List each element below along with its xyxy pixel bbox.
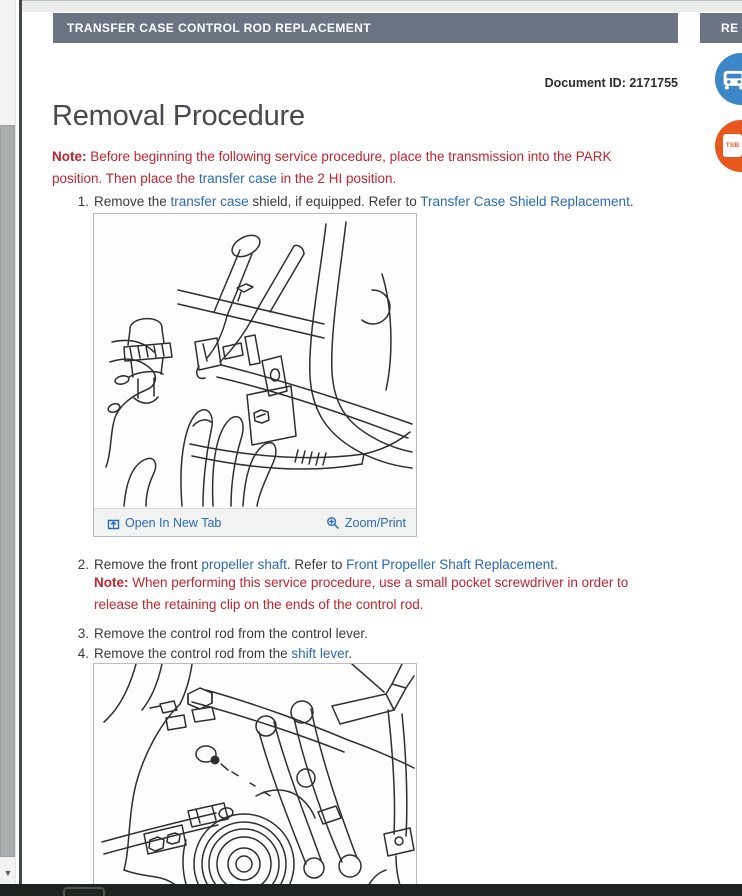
page-title: Removal Procedure (52, 100, 305, 132)
text-segment: . (629, 194, 634, 209)
text-segment: in the 2 HI position. (276, 171, 397, 186)
text-segment: Note: (52, 149, 91, 164)
open-in-new-tab-link[interactable] (107, 509, 221, 537)
open-in-new-tab-label: Open In New Tab (125, 516, 222, 530)
inline-link[interactable]: transfer case (170, 194, 249, 209)
figure-2-drawing[interactable] (94, 664, 416, 896)
top-strip (22, 0, 742, 12)
inline-link[interactable]: shift lever (291, 646, 349, 661)
transfer-case-illustration (94, 664, 416, 896)
step-text (94, 194, 669, 209)
panel-divider (19, 0, 22, 884)
control-rod-clip-illustration (94, 214, 416, 508)
scrollbar-down-arrow-icon[interactable]: ▼ (3, 868, 13, 878)
zoom-icon (326, 516, 340, 530)
open-in-new-tab-icon (107, 517, 120, 530)
text-segment: . (554, 557, 558, 572)
document-title: TRANSFER CASE CONTROL ROD REPLACEMENT (67, 21, 371, 35)
text-segment: Before beginning the following service procedure, place the transmission into the PARK position. Then place the (52, 149, 612, 186)
related-panel-title: RE (721, 21, 739, 35)
step-text (94, 557, 669, 572)
text-segment: Remove the front (94, 557, 202, 572)
text-segment: . (348, 646, 353, 661)
scrollbar-thumb[interactable] (0, 125, 15, 857)
step-number: 4. (77, 646, 89, 661)
tsb-icon: TSB (723, 134, 742, 157)
inline-link[interactable]: propeller shaft (201, 557, 287, 572)
taskbar-button[interactable] (63, 887, 105, 896)
document-title-bar (53, 13, 678, 43)
related-panel-header (700, 13, 742, 43)
step-text (94, 646, 669, 661)
zoom-print-link[interactable] (326, 509, 406, 537)
vertical-scrollbar[interactable] (0, 0, 16, 884)
figure-1-drawing[interactable] (94, 214, 416, 508)
text-segment: Note: (94, 575, 133, 590)
figure-2 (93, 663, 417, 896)
text-segment: . Refer to (286, 557, 347, 572)
inline-link[interactable]: Front Propeller Shaft Replacement (346, 557, 555, 572)
taskbar (0, 884, 742, 896)
step-1 (75, 194, 669, 209)
figure-1 (93, 213, 417, 537)
step-number: 2. (77, 557, 89, 572)
figure-toolbar (94, 508, 416, 536)
step-number: 3. (77, 626, 89, 641)
intro-note (52, 146, 646, 190)
text-segment: When performing this service procedure, use a small pocket screwdriver in order to release the retaining clip on the ends of the control rod. (94, 575, 629, 612)
document-id: Document ID: 2171755 (544, 76, 678, 90)
text-segment: Remove the control rod from the (94, 646, 292, 661)
zoom-print-label: Zoom/Print (344, 516, 406, 530)
step-number: 1. (77, 194, 89, 209)
tsb-button[interactable] (715, 120, 742, 172)
vehicle-icon (719, 64, 742, 94)
inline-link[interactable]: Transfer Case Shield Replacement (420, 194, 630, 209)
text-segment: shield, if equipped. Refer to (248, 194, 421, 209)
step-text (94, 626, 669, 641)
step-3 (75, 626, 669, 641)
text-segment: Remove the control rod from the control lever. (94, 626, 368, 641)
vehicle-info-button[interactable] (715, 53, 742, 105)
text-segment: Remove the (94, 194, 171, 209)
inline-link[interactable]: transfer case (198, 171, 277, 186)
step-2 (75, 557, 669, 572)
step-4 (75, 646, 669, 661)
step-2-note (94, 572, 654, 616)
